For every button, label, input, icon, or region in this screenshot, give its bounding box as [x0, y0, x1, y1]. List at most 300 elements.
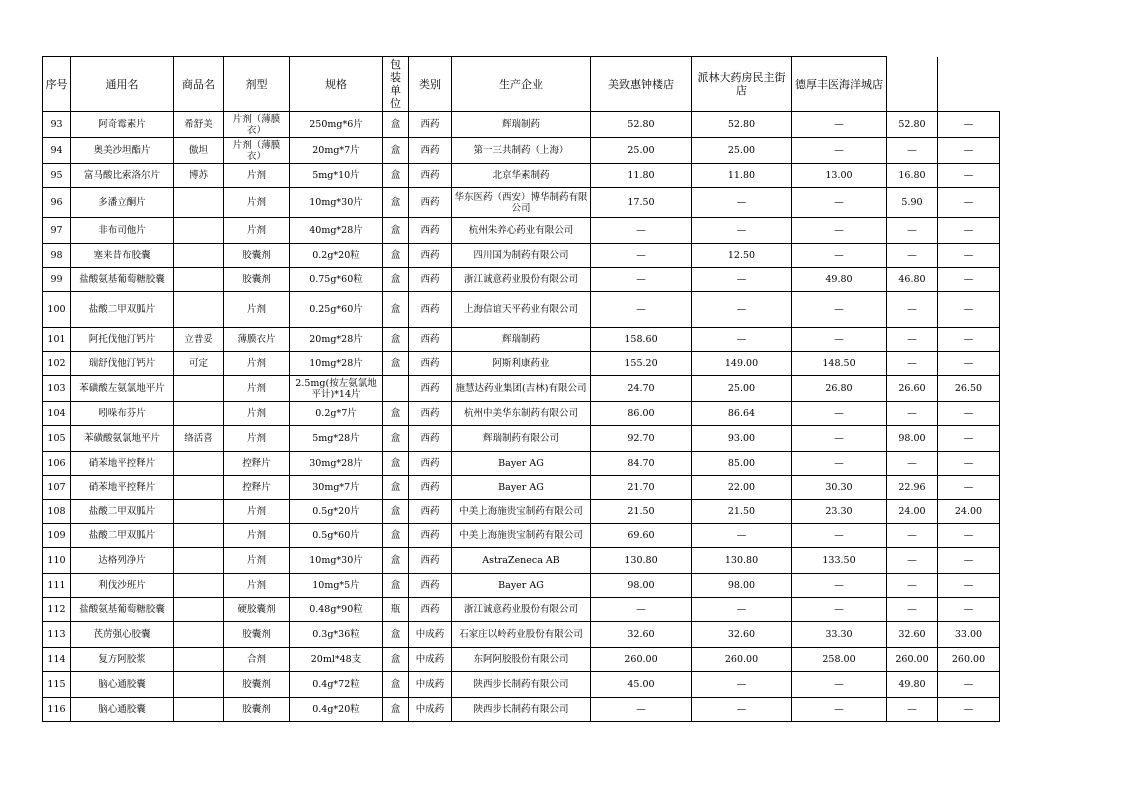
- cell-index: 114: [43, 648, 71, 672]
- cell-spec: 0.48g*90粒: [290, 598, 383, 622]
- cell-category: 中成药: [409, 622, 452, 648]
- cell-extra-price-1: —: [887, 524, 938, 548]
- cell-generic-name: 利伐沙班片: [71, 574, 174, 598]
- cell-generic-name: 盐酸二甲双胍片: [71, 292, 174, 328]
- cell-generic-name: 多潘立酮片: [71, 188, 174, 218]
- cell-category: 西药: [409, 376, 452, 402]
- cell-store-3-price: 258.00: [792, 648, 887, 672]
- cell-spec: 0.2g*20粒: [290, 244, 383, 268]
- table-row: [43, 648, 1000, 672]
- cell-store-3-price: —: [792, 138, 887, 164]
- cell-index: 107: [43, 476, 71, 500]
- table-row: [43, 402, 1000, 426]
- col-header-category: 类别: [409, 57, 452, 112]
- cell-package-unit: 盒: [383, 352, 409, 376]
- cell-store-3-price: —: [792, 524, 887, 548]
- cell-dosage-form: 硬胶囊剂: [224, 598, 290, 622]
- cell-manufacturer: 华东医药（西安）博华制药有限公司: [452, 188, 591, 218]
- cell-store-2-price: —: [692, 268, 792, 292]
- cell-dosage-form: 薄膜衣片: [224, 328, 290, 352]
- cell-store-1-price: —: [591, 244, 692, 268]
- cell-store-2-price: 93.00: [692, 426, 792, 452]
- cell-brand-name: 立普妥: [174, 328, 224, 352]
- cell-store-3-price: —: [792, 672, 887, 698]
- cell-package-unit: 盒: [383, 622, 409, 648]
- cell-store-2-price: —: [692, 292, 792, 328]
- cell-index: 103: [43, 376, 71, 402]
- cell-generic-name: 非布司他片: [71, 218, 174, 244]
- cell-dosage-form: 胶囊剂: [224, 244, 290, 268]
- col-header-store-1: 美致惠钟楼店: [591, 57, 692, 112]
- table-row: [43, 672, 1000, 698]
- cell-dosage-form: 片剂: [224, 574, 290, 598]
- cell-package-unit: 盒: [383, 452, 409, 476]
- cell-package-unit: 盒: [383, 524, 409, 548]
- cell-store-2-price: 11.80: [692, 164, 792, 188]
- cell-category: 西药: [409, 598, 452, 622]
- cell-extra-price-2: —: [938, 698, 1000, 722]
- cell-store-2-price: 130.80: [692, 548, 792, 574]
- cell-extra-price-1: 22.96: [887, 476, 938, 500]
- cell-manufacturer: 施慧达药业集团(吉林)有限公司: [452, 376, 591, 402]
- cell-store-2-price: —: [692, 598, 792, 622]
- cell-generic-name: 奥美沙坦酯片: [71, 138, 174, 164]
- cell-store-3-price: 49.80: [792, 268, 887, 292]
- cell-index: 116: [43, 698, 71, 722]
- cell-brand-name: 络活喜: [174, 426, 224, 452]
- cell-store-2-price: 12.50: [692, 244, 792, 268]
- table-body: [43, 112, 1000, 722]
- cell-package-unit: 瓶: [383, 598, 409, 622]
- cell-brand-name: [174, 452, 224, 476]
- cell-extra-price-2: 26.50: [938, 376, 1000, 402]
- col-header-dosage-form: 剂型: [224, 57, 290, 112]
- cell-package-unit: 盒: [383, 476, 409, 500]
- cell-index: 100: [43, 292, 71, 328]
- cell-store-1-price: 17.50: [591, 188, 692, 218]
- cell-store-1-price: —: [591, 292, 692, 328]
- cell-store-3-price: 26.80: [792, 376, 887, 402]
- cell-manufacturer: Bayer AG: [452, 452, 591, 476]
- cell-dosage-form: 片剂: [224, 218, 290, 244]
- cell-brand-name: [174, 648, 224, 672]
- cell-package-unit: 盒: [383, 218, 409, 244]
- col-header-manufacturer: 生产企业: [452, 57, 591, 112]
- cell-package-unit: 盒: [383, 268, 409, 292]
- cell-brand-name: [174, 574, 224, 598]
- price-table: [42, 56, 1000, 722]
- cell-extra-price-1: —: [887, 402, 938, 426]
- cell-store-2-price: 52.80: [692, 112, 792, 138]
- cell-manufacturer: 第一三共制药（上海）: [452, 138, 591, 164]
- cell-store-2-price: 98.00: [692, 574, 792, 598]
- table-row: [43, 292, 1000, 328]
- cell-brand-name: [174, 402, 224, 426]
- table-row: [43, 524, 1000, 548]
- cell-store-3-price: —: [792, 574, 887, 598]
- cell-store-3-price: 13.00: [792, 164, 887, 188]
- cell-generic-name: 阿奇霉素片: [71, 112, 174, 138]
- cell-index: 97: [43, 218, 71, 244]
- cell-store-1-price: 86.00: [591, 402, 692, 426]
- cell-store-2-price: —: [692, 218, 792, 244]
- cell-store-1-price: 21.50: [591, 500, 692, 524]
- col-header-blank-1: [887, 57, 938, 112]
- cell-index: 111: [43, 574, 71, 598]
- cell-store-2-price: 85.00: [692, 452, 792, 476]
- cell-store-2-price: 21.50: [692, 500, 792, 524]
- cell-store-2-price: 25.00: [692, 138, 792, 164]
- cell-category: 西药: [409, 328, 452, 352]
- table-header: [43, 57, 1000, 112]
- cell-store-3-price: 148.50: [792, 352, 887, 376]
- cell-dosage-form: 片剂: [224, 292, 290, 328]
- cell-store-3-price: —: [792, 328, 887, 352]
- cell-extra-price-2: —: [938, 524, 1000, 548]
- cell-extra-price-2: —: [938, 138, 1000, 164]
- cell-package-unit: 盒: [383, 164, 409, 188]
- cell-category: 西药: [409, 244, 452, 268]
- cell-manufacturer: 杭州朱养心药业有限公司: [452, 218, 591, 244]
- cell-manufacturer: AstraZeneca AB: [452, 548, 591, 574]
- table-row: [43, 164, 1000, 188]
- cell-store-3-price: —: [792, 292, 887, 328]
- table-row: [43, 376, 1000, 402]
- cell-dosage-form: 胶囊剂: [224, 672, 290, 698]
- cell-package-unit: 盒: [383, 328, 409, 352]
- cell-generic-name: 硝苯地平控释片: [71, 476, 174, 500]
- cell-brand-name: [174, 292, 224, 328]
- cell-dosage-form: 片剂: [224, 426, 290, 452]
- cell-store-1-price: 84.70: [591, 452, 692, 476]
- cell-dosage-form: 控释片: [224, 476, 290, 500]
- cell-store-1-price: 25.00: [591, 138, 692, 164]
- cell-generic-name: 达格列净片: [71, 548, 174, 574]
- cell-index: 95: [43, 164, 71, 188]
- cell-store-3-price: —: [792, 218, 887, 244]
- cell-store-1-price: 158.60: [591, 328, 692, 352]
- table-row: [43, 218, 1000, 244]
- cell-category: 中成药: [409, 698, 452, 722]
- cell-category: 西药: [409, 352, 452, 376]
- cell-package-unit: 盒: [383, 500, 409, 524]
- cell-extra-price-1: 52.80: [887, 112, 938, 138]
- cell-package-unit: 盒: [383, 426, 409, 452]
- cell-package-unit: 盒: [383, 672, 409, 698]
- cell-extra-price-2: —: [938, 268, 1000, 292]
- cell-store-3-price: 30.30: [792, 476, 887, 500]
- table-row: [43, 426, 1000, 452]
- cell-package-unit: 盒: [383, 188, 409, 218]
- cell-spec: 0.2g*7片: [290, 402, 383, 426]
- col-header-brand-name: 商品名: [174, 57, 224, 112]
- cell-package-unit: 盒: [383, 112, 409, 138]
- cell-extra-price-2: 24.00: [938, 500, 1000, 524]
- cell-index: 110: [43, 548, 71, 574]
- cell-spec: 0.3g*36粒: [290, 622, 383, 648]
- cell-brand-name: [174, 268, 224, 292]
- cell-spec: 250mg*6片: [290, 112, 383, 138]
- cell-package-unit: 盒: [383, 548, 409, 574]
- cell-dosage-form: 胶囊剂: [224, 622, 290, 648]
- cell-extra-price-1: 98.00: [887, 426, 938, 452]
- cell-index: 101: [43, 328, 71, 352]
- table-row: [43, 112, 1000, 138]
- cell-category: 西药: [409, 218, 452, 244]
- cell-manufacturer: 浙江诚意药业股份有限公司: [452, 268, 591, 292]
- cell-store-2-price: —: [692, 188, 792, 218]
- cell-category: 中成药: [409, 672, 452, 698]
- table-row: [43, 452, 1000, 476]
- cell-extra-price-1: 32.60: [887, 622, 938, 648]
- cell-generic-name: 盐酸氨基葡萄糖胶囊: [71, 268, 174, 292]
- cell-manufacturer: 石家庄以岭药业股份有限公司: [452, 622, 591, 648]
- cell-store-1-price: 130.80: [591, 548, 692, 574]
- cell-extra-price-2: —: [938, 426, 1000, 452]
- cell-brand-name: 可定: [174, 352, 224, 376]
- cell-category: 西药: [409, 500, 452, 524]
- cell-index: 96: [43, 188, 71, 218]
- cell-generic-name: 吲哚布芬片: [71, 402, 174, 426]
- cell-index: 105: [43, 426, 71, 452]
- cell-store-1-price: —: [591, 698, 692, 722]
- cell-extra-price-2: —: [938, 218, 1000, 244]
- cell-generic-name: 盐酸氨基葡萄糖胶囊: [71, 598, 174, 622]
- cell-store-1-price: 260.00: [591, 648, 692, 672]
- cell-store-1-price: 11.80: [591, 164, 692, 188]
- cell-spec: 10mg*5片: [290, 574, 383, 598]
- cell-store-3-price: 23.30: [792, 500, 887, 524]
- cell-brand-name: [174, 188, 224, 218]
- cell-manufacturer: Bayer AG: [452, 476, 591, 500]
- cell-extra-price-1: —: [887, 244, 938, 268]
- cell-category: 西药: [409, 402, 452, 426]
- cell-spec: 10mg*28片: [290, 352, 383, 376]
- cell-package-unit: 盒: [383, 648, 409, 672]
- cell-spec: 40mg*28片: [290, 218, 383, 244]
- cell-spec: 0.4g*20粒: [290, 698, 383, 722]
- cell-index: 98: [43, 244, 71, 268]
- cell-manufacturer: 阿斯利康药业: [452, 352, 591, 376]
- cell-extra-price-1: —: [887, 452, 938, 476]
- cell-brand-name: [174, 598, 224, 622]
- cell-dosage-form: 片剂: [224, 188, 290, 218]
- table-row: [43, 500, 1000, 524]
- cell-store-1-price: 32.60: [591, 622, 692, 648]
- cell-extra-price-1: —: [887, 574, 938, 598]
- cell-store-1-price: 45.00: [591, 672, 692, 698]
- cell-store-2-price: 260.00: [692, 648, 792, 672]
- cell-package-unit: 盒: [383, 402, 409, 426]
- cell-extra-price-1: —: [887, 328, 938, 352]
- cell-category: 西药: [409, 268, 452, 292]
- cell-extra-price-2: —: [938, 328, 1000, 352]
- cell-extra-price-2: 260.00: [938, 648, 1000, 672]
- cell-manufacturer: 杭州中美华东制药有限公司: [452, 402, 591, 426]
- cell-spec: 0.4g*72粒: [290, 672, 383, 698]
- cell-package-unit: 盒: [383, 138, 409, 164]
- cell-store-2-price: —: [692, 698, 792, 722]
- cell-extra-price-2: —: [938, 672, 1000, 698]
- cell-index: 109: [43, 524, 71, 548]
- cell-manufacturer: 辉瑞制药: [452, 112, 591, 138]
- cell-store-1-price: 21.70: [591, 476, 692, 500]
- cell-index: 102: [43, 352, 71, 376]
- cell-category: 西药: [409, 452, 452, 476]
- cell-generic-name: 阿托伐他汀钙片: [71, 328, 174, 352]
- cell-brand-name: [174, 672, 224, 698]
- cell-store-1-price: 52.80: [591, 112, 692, 138]
- cell-extra-price-2: —: [938, 188, 1000, 218]
- cell-manufacturer: 东阿阿胶股份有限公司: [452, 648, 591, 672]
- table-row: [43, 328, 1000, 352]
- cell-spec: 0.5g*60片: [290, 524, 383, 548]
- cell-store-1-price: —: [591, 218, 692, 244]
- table-row: [43, 476, 1000, 500]
- cell-store-3-price: 133.50: [792, 548, 887, 574]
- col-header-package-unit: 包装单位: [383, 57, 409, 112]
- cell-dosage-form: 片剂: [224, 376, 290, 402]
- cell-store-3-price: —: [792, 598, 887, 622]
- cell-store-3-price: 33.30: [792, 622, 887, 648]
- cell-index: 104: [43, 402, 71, 426]
- cell-index: 112: [43, 598, 71, 622]
- cell-store-1-price: —: [591, 268, 692, 292]
- cell-brand-name: [174, 524, 224, 548]
- cell-store-1-price: 98.00: [591, 574, 692, 598]
- cell-brand-name: 博苏: [174, 164, 224, 188]
- cell-index: 94: [43, 138, 71, 164]
- cell-spec: 20ml*48支: [290, 648, 383, 672]
- cell-store-1-price: 92.70: [591, 426, 692, 452]
- cell-manufacturer: 浙江诚意药业股份有限公司: [452, 598, 591, 622]
- cell-category: 西药: [409, 292, 452, 328]
- cell-package-unit: 盒: [383, 292, 409, 328]
- cell-extra-price-1: —: [887, 698, 938, 722]
- cell-extra-price-2: —: [938, 548, 1000, 574]
- table-row: [43, 622, 1000, 648]
- cell-category: 西药: [409, 164, 452, 188]
- cell-spec: 20mg*28片: [290, 328, 383, 352]
- cell-dosage-form: 控释片: [224, 452, 290, 476]
- col-header-generic-name: 通用名: [71, 57, 174, 112]
- cell-spec: 20mg*7片: [290, 138, 383, 164]
- col-header-index: 序号: [43, 57, 71, 112]
- cell-generic-name: 塞来昔布胶囊: [71, 244, 174, 268]
- cell-store-2-price: 149.00: [692, 352, 792, 376]
- col-header-blank-2: [938, 57, 1000, 112]
- cell-spec: 10mg*30片: [290, 188, 383, 218]
- cell-generic-name: 脑心通胶囊: [71, 672, 174, 698]
- cell-dosage-form: 片剂: [224, 402, 290, 426]
- cell-manufacturer: 陕西步长制药有限公司: [452, 698, 591, 722]
- cell-extra-price-1: —: [887, 352, 938, 376]
- table-row: [43, 268, 1000, 292]
- table-row: [43, 244, 1000, 268]
- cell-generic-name: 苯磺酸左氨氯地平片: [71, 376, 174, 402]
- cell-brand-name: 希舒美: [174, 112, 224, 138]
- cell-index: 106: [43, 452, 71, 476]
- cell-manufacturer: 中美上海施贵宝制药有限公司: [452, 500, 591, 524]
- cell-extra-price-2: —: [938, 112, 1000, 138]
- cell-spec: 30mg*7片: [290, 476, 383, 500]
- cell-category: 西药: [409, 112, 452, 138]
- cell-brand-name: [174, 218, 224, 244]
- cell-generic-name: 脑心通胶囊: [71, 698, 174, 722]
- cell-extra-price-2: —: [938, 402, 1000, 426]
- cell-extra-price-2: —: [938, 476, 1000, 500]
- cell-store-3-price: —: [792, 112, 887, 138]
- cell-extra-price-1: 46.80: [887, 268, 938, 292]
- cell-index: 115: [43, 672, 71, 698]
- cell-package-unit: 盒: [383, 244, 409, 268]
- cell-extra-price-1: 26.60: [887, 376, 938, 402]
- cell-extra-price-1: —: [887, 218, 938, 244]
- cell-extra-price-2: —: [938, 244, 1000, 268]
- cell-store-1-price: 155.20: [591, 352, 692, 376]
- cell-extra-price-1: —: [887, 598, 938, 622]
- cell-index: 108: [43, 500, 71, 524]
- cell-spec: 5mg*28片: [290, 426, 383, 452]
- cell-extra-price-1: —: [887, 138, 938, 164]
- cell-brand-name: [174, 476, 224, 500]
- cell-generic-name: 瑞舒伐他汀钙片: [71, 352, 174, 376]
- cell-brand-name: [174, 500, 224, 524]
- cell-dosage-form: 片剂（薄膜衣）: [224, 138, 290, 164]
- cell-spec: 10mg*30片: [290, 548, 383, 574]
- cell-brand-name: [174, 244, 224, 268]
- cell-dosage-form: 合剂: [224, 648, 290, 672]
- table-row: [43, 698, 1000, 722]
- cell-index: 93: [43, 112, 71, 138]
- cell-manufacturer: 辉瑞制药有限公司: [452, 426, 591, 452]
- cell-manufacturer: 中美上海施贵宝制药有限公司: [452, 524, 591, 548]
- cell-dosage-form: 片剂: [224, 352, 290, 376]
- cell-store-2-price: 22.00: [692, 476, 792, 500]
- cell-brand-name: [174, 548, 224, 574]
- table-row: [43, 188, 1000, 218]
- cell-manufacturer: 四川国为制药有限公司: [452, 244, 591, 268]
- cell-extra-price-2: 33.00: [938, 622, 1000, 648]
- cell-manufacturer: Bayer AG: [452, 574, 591, 598]
- cell-store-2-price: —: [692, 672, 792, 698]
- cell-generic-name: 硝苯地平控释片: [71, 452, 174, 476]
- cell-store-3-price: —: [792, 402, 887, 426]
- cell-store-2-price: 25.00: [692, 376, 792, 402]
- cell-category: 西药: [409, 524, 452, 548]
- cell-extra-price-2: —: [938, 598, 1000, 622]
- cell-store-3-price: —: [792, 188, 887, 218]
- cell-extra-price-2: —: [938, 574, 1000, 598]
- cell-generic-name: 苯磺酸氨氯地平片: [71, 426, 174, 452]
- cell-category: 西药: [409, 476, 452, 500]
- cell-extra-price-1: 260.00: [887, 648, 938, 672]
- cell-generic-name: 芪苈强心胶囊: [71, 622, 174, 648]
- col-header-store-2: 派林大药房民主街店: [692, 57, 792, 112]
- cell-category: 西药: [409, 188, 452, 218]
- cell-manufacturer: 辉瑞制药: [452, 328, 591, 352]
- cell-store-3-price: —: [792, 698, 887, 722]
- cell-generic-name: 盐酸二甲双胍片: [71, 500, 174, 524]
- cell-category: 西药: [409, 138, 452, 164]
- cell-brand-name: [174, 698, 224, 722]
- cell-dosage-form: 片剂: [224, 548, 290, 574]
- cell-extra-price-2: —: [938, 352, 1000, 376]
- cell-extra-price-1: 24.00: [887, 500, 938, 524]
- table-row: [43, 548, 1000, 574]
- table-row: [43, 574, 1000, 598]
- cell-store-2-price: —: [692, 524, 792, 548]
